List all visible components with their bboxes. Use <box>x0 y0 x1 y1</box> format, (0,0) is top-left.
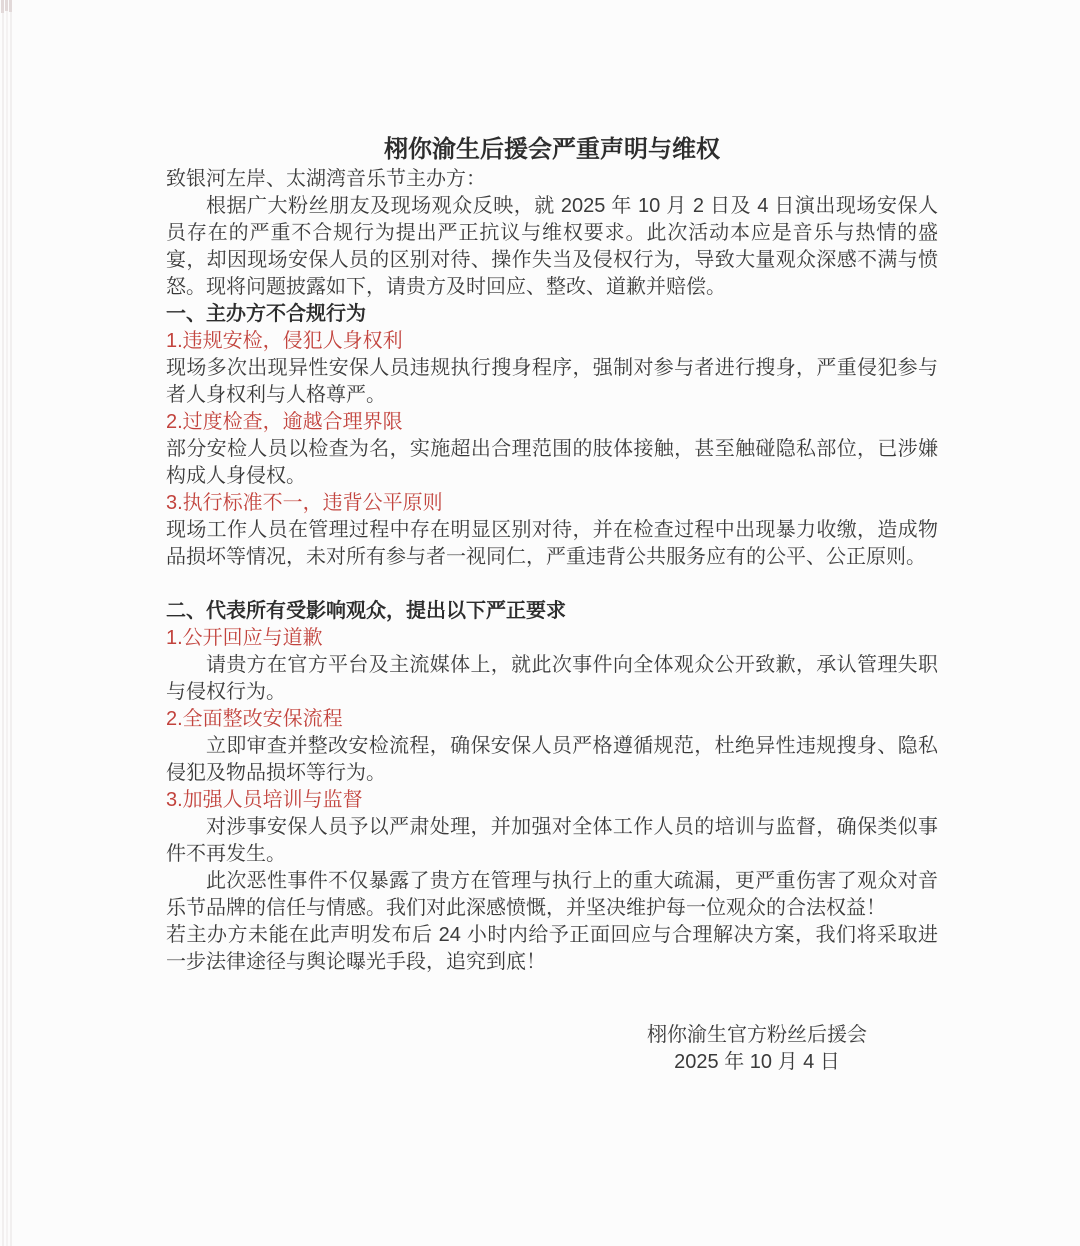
corner-tick-mark <box>9 0 12 12</box>
page-edge-line <box>2 0 4 1246</box>
section2-item2-body: 立即审查并整改安检流程，确保安保人员严格遵循规范，杜绝异性违规搜身、隐私侵犯及物品损坏等行为。 <box>166 735 938 784</box>
section2-item1-subheading: 1.公开回应与道歉 <box>166 627 323 649</box>
signature-date: 2025 年 10 月 4 日 <box>674 1051 840 1073</box>
section1-item1-subheading: 1.违规安检，侵犯人身权利 <box>166 330 403 352</box>
section2-item3-body: 对涉事安保人员予以严肃处理，并加强对全体工作人员的培训与监督，确保类似事件不再发生。 <box>166 816 938 865</box>
document-title: 栩你渝生后援会严重声明与维权 <box>384 136 720 163</box>
section2-item1-body: 请贵方在官方平台及主流媒体上，就此次事件向全体观众公开致歉，承认管理失职与侵权行为。 <box>166 654 938 703</box>
salutation-line: 致银河左岸、太湖湾音乐节主办方： <box>166 168 486 190</box>
closing-paragraph-1: 此次恶性事件不仅暴露了贵方在管理与执行上的重大疏漏，更严重伤害了观众对音乐节品牌的信任与情感。我们对此深感愤慨，并坚决维护每一位观众的合法权益！ <box>166 870 938 919</box>
intro-paragraph: 根据广大粉丝朋友及现场观众反映，就 2025 年 10 月 2 日及 4 日演出现场安保人员存在的严重不合规行为提出严正抗议与维权要求。此次活动本应是音乐与热情的盛宴，却因现场安保人员的区别对待、操作失当及侵权行为，导致大量观众深感不满与愤怒。现将问题披露如下，请贵方及时回应、整改、道歉并赔偿。 <box>166 195 938 298</box>
signature-block <box>576 1022 938 1076</box>
section1-item2-body: 部分安检人员以检查为名，实施超出合理范围的肢体接触，甚至触碰隐私部位，已涉嫌构成人身侵权。 <box>166 438 938 487</box>
section1-item2-subheading: 2.过度检查，逾越合理界限 <box>166 411 403 433</box>
section1-heading: 一、主办方不合规行为 <box>166 303 366 325</box>
section2-heading: 二、代表所有受影响观众，提出以下严正要求 <box>166 600 566 622</box>
section1-item3-body: 现场工作人员在管理过程中存在明显区别对待，并在检查过程中出现暴力收缴，造成物品损坏等情况，未对所有参与者一视同仁，严重违背公共服务应有的公平、公正原则。 <box>166 519 938 568</box>
statement-document <box>166 134 938 1076</box>
page-edge-line <box>6 0 8 1246</box>
signature-name: 栩你渝生官方粉丝后援会 <box>647 1024 867 1046</box>
section2-item2-subheading: 2.全面整改安保流程 <box>166 708 343 730</box>
section1-item1-body: 现场多次出现异性安保人员违规执行搜身程序，强制对参与者进行搜身，严重侵犯参与者人身权利与人格尊严。 <box>166 357 938 406</box>
corner-tick-mark <box>1 0 4 13</box>
closing-paragraph-2: 若主办方未能在此声明发布后 24 小时内给予正面回应与合理解决方案，我们将采取进一步法律途径与舆论曝光手段，追究到底！ <box>166 924 938 973</box>
page-edge-line <box>10 0 12 1246</box>
section1-item3-subheading: 3.执行标准不一，违背公平原则 <box>166 492 443 514</box>
section2-item3-subheading: 3.加强人员培训与监督 <box>166 789 363 811</box>
corner-tick-mark <box>5 0 8 11</box>
